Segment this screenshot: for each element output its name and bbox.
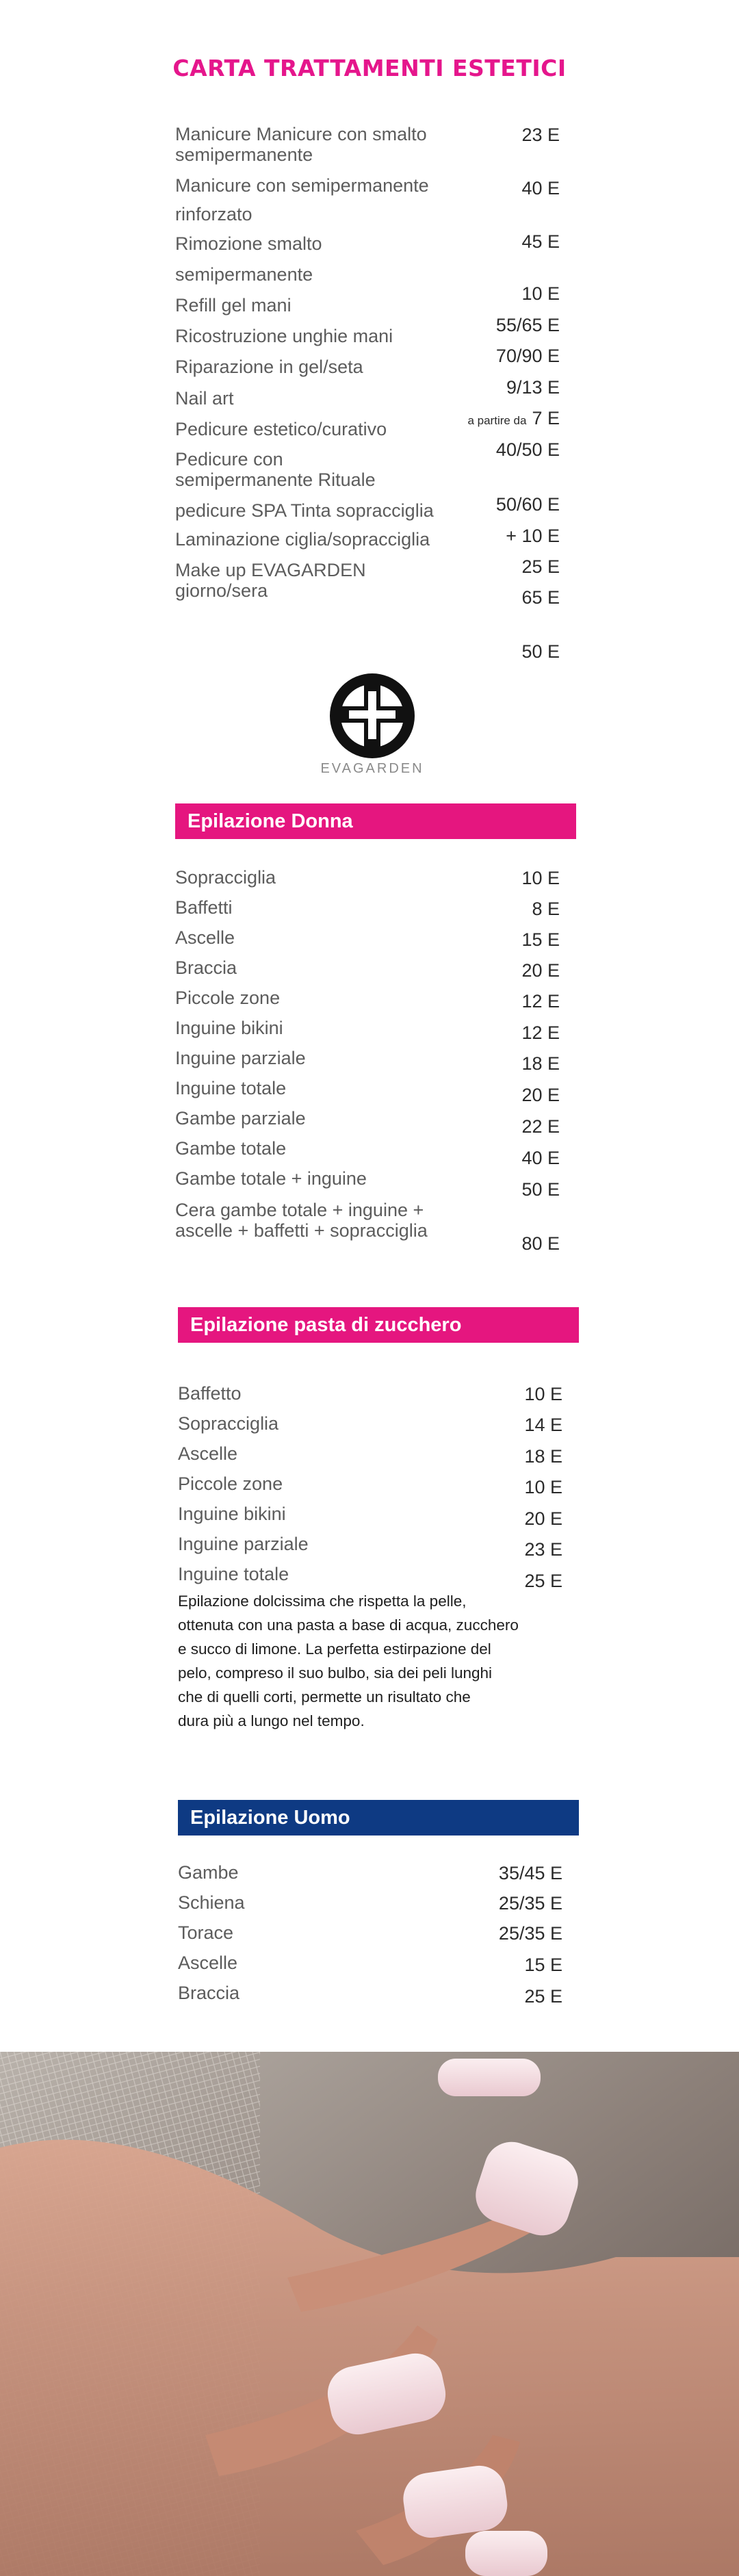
list-item: Sopracciglia xyxy=(178,1413,279,1434)
treatment-name: Pedicure con xyxy=(175,449,283,469)
list-item: Baffetto xyxy=(178,1383,242,1404)
list-price: 20 E xyxy=(524,1508,562,1529)
list-price: 10 E xyxy=(521,868,560,888)
list-item: Cera gambe totale + inguine + xyxy=(175,1200,424,1220)
list-price: 12 E xyxy=(521,991,560,1012)
list-price: 20 E xyxy=(521,960,560,981)
list-price: 15 E xyxy=(524,1955,562,1975)
list-price: 18 E xyxy=(521,1053,560,1074)
list-item: Piccole zone xyxy=(178,1473,283,1494)
list-price: 10 E xyxy=(524,1477,562,1497)
list-item: Baffetti xyxy=(175,897,233,918)
list-item: Inguine bikini xyxy=(175,1018,283,1038)
treatment-name: pedicure SPA Tinta sopracciglia xyxy=(175,500,434,521)
list-item: Piccole zone xyxy=(175,988,281,1008)
treatment-name: Manicure Manicure con smalto xyxy=(175,124,427,144)
list-item: ascelle + baffetti + sopracciglia xyxy=(175,1220,428,1241)
list-item: Gambe totale + inguine xyxy=(175,1168,367,1189)
evagarden-cross-circle-icon xyxy=(328,672,416,760)
section-header-uomo: Epilazione Uomo xyxy=(178,1800,579,1836)
list-price: 25 E xyxy=(524,1571,562,1591)
list-price: 20 E xyxy=(521,1085,560,1105)
treatment-price: 40/50 E xyxy=(495,439,560,460)
treatment-name: Manicure con semipermanente xyxy=(175,175,429,196)
list-price: 50 E xyxy=(521,1179,560,1200)
treatment-name: Refill gel mani xyxy=(175,295,291,315)
treatment-price-from xyxy=(467,408,560,429)
list-item: Braccia xyxy=(178,1983,240,2003)
treatment-price: 25 E xyxy=(521,556,560,577)
treatment-name: rinforzato xyxy=(175,204,252,224)
page-title: CARTA TRATTAMENTI ESTETICI xyxy=(172,55,567,81)
list-price: 14 E xyxy=(524,1415,562,1435)
treatment-price: 50/60 E xyxy=(495,494,560,515)
section-header-zucchero: Epilazione pasta di zucchero xyxy=(178,1307,579,1343)
list-price: 80 E xyxy=(521,1233,560,1254)
treatment-name: giorno/sera xyxy=(175,580,268,601)
note-line: ottenuta con una pasta a base di acqua, zucchero xyxy=(178,1617,519,1634)
treatment-price: 9/13 E xyxy=(506,377,560,398)
list-item: Gambe totale xyxy=(175,1138,287,1159)
treatment-price: 55/65 E xyxy=(495,315,560,335)
manicured-nails-photo xyxy=(0,2052,739,2576)
treatment-name: semipermanente Rituale xyxy=(175,469,376,490)
list-item: Inguine parziale xyxy=(175,1048,306,1068)
list-item: Gambe parziale xyxy=(175,1108,306,1129)
list-price: 18 E xyxy=(524,1446,562,1467)
treatment-name: Riparazione in gel/seta xyxy=(175,357,363,377)
treatment-price: 7 E xyxy=(532,408,560,428)
list-item: Inguine totale xyxy=(175,1078,287,1098)
list-item: Ascelle xyxy=(175,927,235,948)
list-price: 40 E xyxy=(521,1148,560,1168)
section-header-donna: Epilazione Donna xyxy=(175,803,576,839)
treatment-price: 45 E xyxy=(521,231,560,252)
list-item: Sopracciglia xyxy=(175,867,276,888)
list-price: 8 E xyxy=(532,899,560,919)
treatment-name: Nail art xyxy=(175,388,234,409)
treatment-price: 10 E xyxy=(521,283,560,304)
list-price: 15 E xyxy=(521,929,560,950)
evagarden-logo xyxy=(328,672,416,760)
list-price: 25/35 E xyxy=(498,1893,562,1914)
zucchero-note xyxy=(178,1589,561,1733)
note-line: e succo di limone. La perfetta estirpazione del xyxy=(178,1640,491,1658)
list-price: 23 E xyxy=(524,1539,562,1560)
treatment-name: Ricostruzione unghie mani xyxy=(175,326,393,346)
note-line: pelo, compreso il suo bulbo, sia dei peli lunghi xyxy=(178,1664,493,1682)
treatment-name: semipermanente xyxy=(175,144,313,165)
list-item: Inguine bikini xyxy=(178,1504,286,1524)
treatment-name: Laminazione ciglia/sopracciglia xyxy=(175,529,430,550)
hand-photo-illustration xyxy=(0,2052,739,2576)
logo-text: EVAGARDEN xyxy=(320,761,424,776)
note-line: Epilazione dolcissima che rispetta la pelle, xyxy=(178,1593,467,1610)
treatment-price: 40 E xyxy=(521,178,560,198)
list-item: Ascelle xyxy=(178,1953,238,1973)
list-item: Braccia xyxy=(175,957,237,978)
treatment-price: + 10 E xyxy=(506,526,560,546)
list-price: 25 E xyxy=(524,1986,562,2007)
treatment-name: Make up EVAGARDEN xyxy=(175,560,366,580)
price-prefix: a partire da xyxy=(467,414,527,427)
list-price: 22 E xyxy=(521,1116,560,1137)
list-item: Gambe xyxy=(178,1862,239,1883)
note-line: dura più a lungo nel tempo. xyxy=(178,1712,365,1729)
treatment-name: Pedicure estetico/curativo xyxy=(175,419,387,439)
list-item: Inguine totale xyxy=(178,1564,289,1584)
treatment-name: Rimozione smalto xyxy=(175,233,322,254)
treatment-price: 70/90 E xyxy=(495,346,560,366)
list-price: 25/35 E xyxy=(498,1923,562,1944)
note-line: che di quelli corti, permette un risultato che xyxy=(178,1688,471,1705)
list-price: 35/45 E xyxy=(498,1863,562,1883)
treatment-price: 50 E xyxy=(521,641,560,662)
list-item: Schiena xyxy=(178,1892,245,1913)
list-price: 10 E xyxy=(524,1384,562,1404)
list-item: Ascelle xyxy=(178,1443,238,1464)
treatment-price: 23 E xyxy=(521,125,560,145)
list-item: Inguine parziale xyxy=(178,1534,309,1554)
list-item: Torace xyxy=(178,1922,234,1943)
treatment-name: semipermanente xyxy=(175,264,313,285)
list-price: 12 E xyxy=(521,1022,560,1043)
treatment-price: 65 E xyxy=(521,587,560,608)
